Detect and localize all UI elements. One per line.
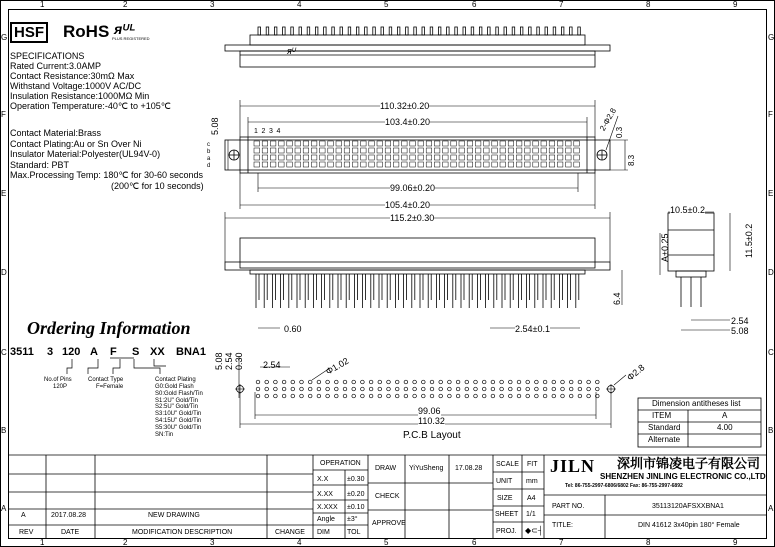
spec-line: Withstand Voltage:1000V AC/DC	[10, 81, 142, 91]
dim-10-5: 10.5±0.2	[670, 205, 705, 215]
proj-label: PROJ.	[496, 528, 517, 535]
dim-table-title: Dimension antitheses list	[652, 399, 741, 408]
tolerance-value: ±3°	[347, 516, 358, 523]
grid-row-label: D	[768, 268, 774, 277]
dim-pcb-2-8: Φ2.8	[625, 362, 647, 383]
grid-column-label: 5	[384, 0, 389, 9]
plating-option: S2:5U" Gold/Tin	[155, 404, 198, 411]
contact-plating-label: Contact Plating	[155, 377, 196, 383]
grid-column-label: 4	[297, 0, 302, 9]
grid-column-label: 8	[646, 0, 651, 9]
plating-option: S3:10U" Gold/Tin	[155, 411, 202, 418]
material-line: Max.Processing Temp: 180℃ for 30-60 seconds	[10, 170, 204, 180]
material-line: Insulator Material:Polyester(UL94V-0)	[10, 149, 161, 159]
drawn-by: YiYuSheng	[409, 465, 444, 472]
grid-row-label: E	[768, 189, 774, 198]
proj-symbol: ◆⊂┤	[525, 526, 544, 535]
grid-row-label: E	[1, 189, 7, 198]
part-no-value: 35113120AFSXXBNA1	[652, 503, 724, 510]
operation-label: OPERATION	[320, 460, 361, 467]
spec-line: Rated Current:3.0AMP	[10, 61, 102, 71]
dim-5-08-end: 5.08	[731, 326, 749, 336]
date-header: DATE	[61, 529, 80, 536]
pin-number: 1	[254, 128, 258, 135]
size-label: SIZE	[497, 495, 513, 502]
grid-row-label: C	[1, 348, 7, 357]
grid-row-label: A	[1, 504, 7, 513]
row-letter: c	[207, 142, 210, 148]
tolerance-key: X.X	[317, 476, 329, 483]
dim-table-standard: Standard	[648, 423, 681, 432]
ordering-code-part: 120	[62, 346, 81, 358]
grid-column-label: 6	[472, 0, 477, 9]
dim-0-60: 0.60	[284, 324, 302, 334]
tolerance-value: ±0.20	[347, 491, 365, 498]
dim-table-alternate: Alternate	[648, 435, 681, 444]
grid-column-label: 3	[210, 0, 215, 9]
grid-row-label: C	[768, 348, 774, 357]
plating-option: S0:Gold Flash/Tin	[155, 390, 203, 397]
draw-date: 17.08.28	[455, 465, 483, 472]
material-line: Contact Material:Brass	[10, 128, 102, 138]
grid-column-label: 9	[733, 0, 738, 9]
dim-table-standard-value: 4.00	[717, 423, 733, 432]
ul-mark: ᴙᵁ	[287, 46, 296, 56]
dim-pcb-0-30: 0.30	[234, 352, 244, 370]
grid-row-label: G	[768, 33, 775, 42]
ordering-code-part: 3	[47, 346, 54, 358]
dim-99-06: 99.06±0.20	[390, 183, 435, 193]
plating-option: SN:Tin	[155, 431, 174, 438]
dim-11-5: 11.5±0.2	[744, 223, 754, 258]
scale-label: SCALE	[496, 461, 519, 468]
company-logo: JILN	[550, 456, 596, 476]
approve-label: APPROVE	[372, 520, 406, 527]
title-value: DIN 41612 3x40pin 180° Female	[638, 522, 740, 529]
plating-option: S1:2U" Gold/Tin	[155, 397, 198, 404]
rev-header: REV	[19, 529, 34, 536]
dim-table-a-header: A	[722, 411, 728, 420]
grid-column-label: 7	[559, 538, 564, 547]
pin-number: 2	[261, 128, 266, 135]
row-letter: d	[207, 163, 211, 169]
spec-line: Operation Temperature:-40℃ to +105℃	[10, 101, 171, 111]
dim-pcb-1-02: Φ1.02	[324, 355, 351, 377]
scale-value: FIT	[527, 461, 538, 468]
draw-label: DRAW	[375, 465, 397, 472]
rev-date: 2017.08.28	[51, 512, 87, 519]
unit-label: UNIT	[496, 478, 513, 485]
dim-115-2: 115.2±0.30	[390, 213, 435, 223]
tolerance-value: TOL	[347, 529, 361, 536]
unit-value: mm	[526, 478, 538, 485]
grid-column-label: 5	[384, 538, 389, 547]
dim-8-3: 8.3	[627, 154, 636, 166]
grid-column-label: 2	[123, 538, 128, 547]
grid-row-label: G	[1, 33, 8, 42]
description-header: MODIFICATION DESCRIPTION	[132, 529, 233, 536]
dim-pcb-2-54b: 2.54	[263, 360, 281, 370]
ordering-title: Ordering Information	[27, 318, 191, 338]
grid-column-label: 1	[40, 0, 45, 9]
grid-column-label: 2	[123, 0, 128, 9]
rohs-logo: RoHS	[63, 22, 110, 41]
spec-line: Contact Resistance:30mΩ Max	[10, 71, 135, 81]
grid-column-label: 7	[559, 0, 564, 9]
grid-column-label: 6	[472, 538, 477, 547]
contact-type-value: F=Female	[96, 384, 124, 390]
tolerance-key: X.XXX	[317, 504, 338, 511]
dim-110-32: 110.32±0.20	[380, 101, 430, 111]
grid-column-label: 3	[210, 538, 215, 547]
spec-line: Insulation Resistance:1000MΩ Min	[10, 91, 150, 101]
ordering-code-part: F	[110, 346, 117, 358]
row-letter: b	[207, 149, 211, 155]
dim-pcb-99-06: 99.06	[418, 406, 441, 416]
ordering-code-part: A	[90, 346, 98, 358]
tolerance-key: X.XX	[317, 491, 333, 498]
grid-row-label: B	[768, 426, 774, 435]
grid-row-label: A	[768, 504, 774, 513]
plating-option: S4:15U" Gold/Tin	[155, 418, 202, 424]
ul-note: PLUS REGISTERED	[112, 36, 150, 41]
dim-pcb-5-08: 5.08	[214, 352, 224, 370]
rev-description: NEW DRAWING	[148, 512, 200, 519]
plating-option: G0:Gold Flash	[155, 384, 194, 390]
tolerance-value: ±0.30	[347, 476, 365, 483]
dim-table-item-header: ITEM	[652, 411, 672, 420]
tolerance-value: ±0.10	[347, 504, 365, 511]
title-label: TITLE:	[552, 522, 574, 529]
pcb-layout-label: P.C.B Layout	[403, 430, 461, 441]
ul-logo: ᴙᵁᴸ	[114, 21, 135, 37]
dim-a-025: A±0.25	[660, 233, 670, 262]
rev-value: A	[21, 512, 26, 519]
tolerance-key: Angle	[317, 516, 335, 523]
spec-heading: SPECIFICATIONS	[10, 51, 85, 61]
dim-6-4: 6.4	[612, 292, 622, 305]
dim-hole-dia: 2-Φ2.8	[598, 106, 619, 133]
hsf-logo: HSF	[10, 22, 48, 43]
company-name-cn: 深圳市锦凌电子有限公司	[617, 456, 761, 471]
part-no-label: PART NO.	[552, 503, 585, 510]
dim-105-4: 105.4±0.20	[385, 200, 430, 210]
ordering-code-part: BNA1	[176, 346, 206, 358]
ordering-code-part: S	[132, 346, 140, 358]
material-line: (200℃ for 10 seconds)	[111, 180, 204, 191]
pin-number: 3	[269, 128, 273, 135]
size-value: A4	[527, 495, 536, 502]
pin-number: 4	[276, 128, 281, 135]
material-line: Contact Plating:Au or Sn Over Ni	[10, 138, 142, 149]
company-tel-fax: Tel: 86-755-2997-6806/6802 Fax: 86-755-2997-6892	[565, 483, 683, 489]
row-letter: a	[207, 156, 211, 162]
grid-row-label: D	[1, 268, 7, 277]
tolerance-key: DIM	[317, 529, 330, 536]
grid-column-label: 8	[646, 538, 651, 547]
dim-pcb-2-54a: 2.54	[224, 352, 234, 370]
grid-row-label: B	[1, 426, 7, 435]
check-label: CHECK	[375, 493, 400, 500]
ordering-code-part: 3511	[10, 346, 34, 358]
plating-option: S5:30U" Gold/Tin	[155, 424, 202, 431]
sheet-label: SHEET	[495, 511, 519, 518]
contact-type-label: Contact Type	[88, 377, 124, 383]
grid-row-label: F	[768, 110, 773, 119]
dim-5-08-top: 5.08	[210, 117, 220, 135]
grid-column-label: 1	[40, 538, 45, 547]
dim-2-54-end: 2.54	[731, 316, 749, 326]
dim-2-54-side: 2.54±0.1	[515, 324, 550, 334]
dim-0-3: 0.3	[615, 126, 624, 138]
no-of-pins-value: 120P	[53, 384, 68, 390]
dim-103-4: 103.4±0.20	[385, 117, 430, 127]
company-name-en: SHENZHEN JINLING ELECTRONIC CO.,LTD	[600, 472, 766, 481]
grid-column-label: 4	[297, 538, 302, 547]
grid-column-label: 9	[733, 538, 738, 547]
sheet-value: 1/1	[526, 511, 536, 518]
no-of-pins-label: No.of Pins	[44, 377, 72, 383]
grid-row-label: F	[1, 110, 6, 119]
dim-pcb-110-32: 110.32	[418, 416, 445, 426]
ordering-code-part: XX	[150, 346, 165, 358]
material-line: Standard: PBT	[10, 159, 70, 170]
change-header: CHANGE	[275, 529, 305, 536]
